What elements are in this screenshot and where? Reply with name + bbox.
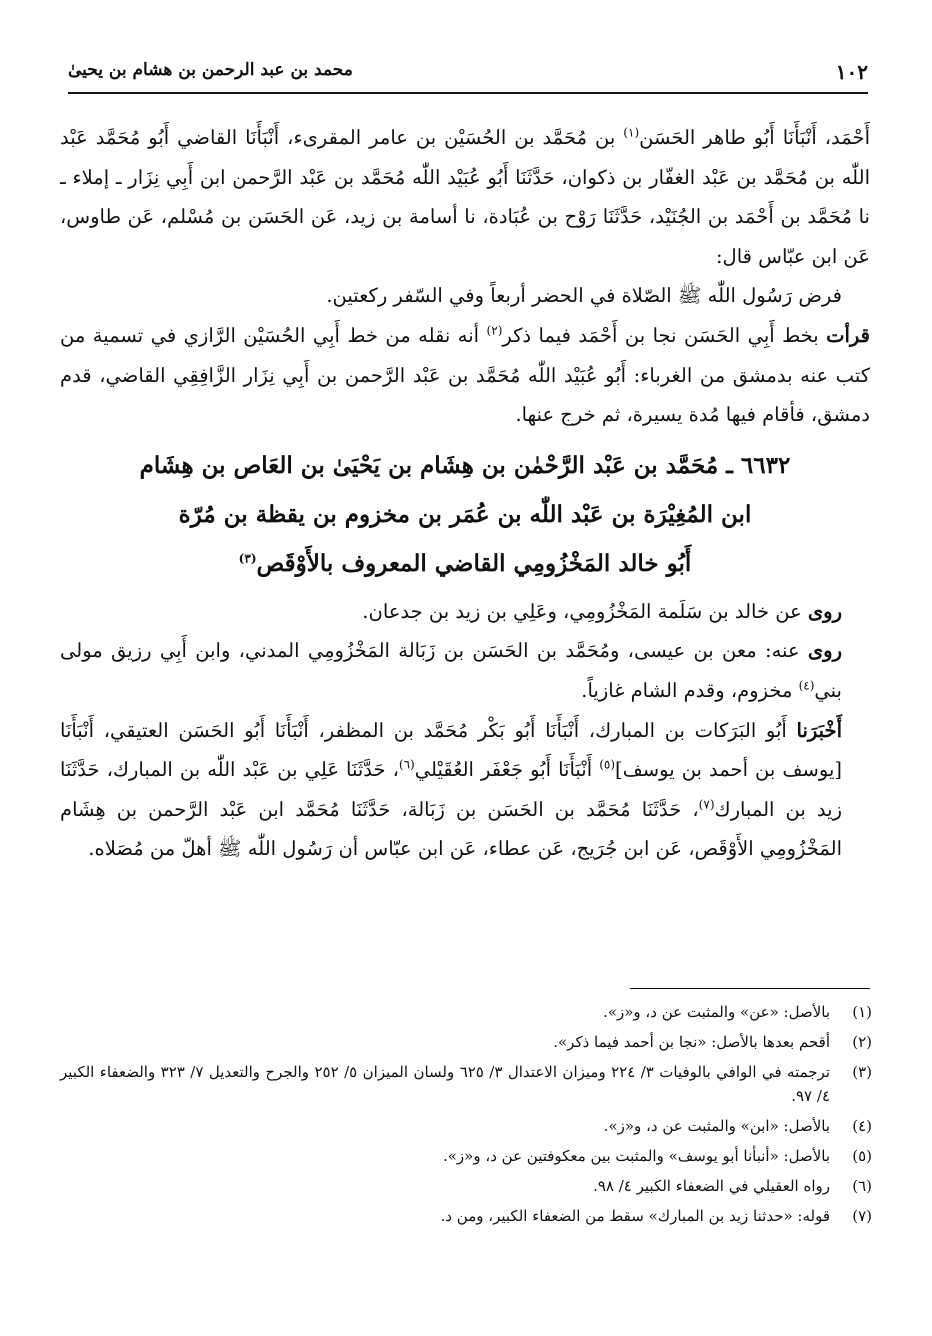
entry-title [60, 441, 870, 588]
lead-word: روى [807, 599, 842, 623]
footnote-ref: (٤) [798, 678, 815, 693]
footnote-text: بالأصل: «أنبأنا أبو يوسف» والمثبت بين معكوفتين عن د، و«ز». [442, 1147, 830, 1165]
text-segment: ، حَدَّثَنَا مُحَمَّد بن الحَسَن بن زَبَالة، حَدَّثَنَا مُحَمَّد ابن عَبْد الرَّحمن بن هِشَام المَخْزُومِي الأَوْقَص، عَن ابن جُرَيج، عَن عطاء، عَن ابن عبّاس أن رَسُول اللّٰه ﷺ أهلّ من مُصَلاه. [60, 797, 842, 861]
footnote-number: (٦) [852, 1177, 872, 1195]
footnote-ref: (٧) [698, 797, 715, 812]
running-head: محمد بن عبد الرحمن بن هشام بن يحيىٰ [68, 60, 353, 80]
paragraph-isnad-1 [60, 118, 870, 276]
footnote-ref: (٣) [238, 551, 257, 566]
footnote-text: قوله: «حدثنا زيد بن المبارك» سقط من الضعفاء الكبير، ومن د. [440, 1207, 830, 1225]
lead-word: أَخْبَرَنا [796, 718, 842, 742]
text-segment: أَبُو البَرَكات بن المبارك، أَنْبَأَنَا أَبُو بَكْر مُحَمَّد بن المظفر، أَنْبَأَنَا أَبُو الحَسَن العتيقي، أَنْبَأَنَا [يوسف بن أحمد بن يوسف] [60, 718, 842, 782]
text-segment: أنه نقله من خط أَبِي الحُسَيْن الرَّازي في تسمية من كتب عنه بدمشق من الغرباء: أَبُو عُبَيْد اللّٰه مُحَمَّد بن عَبْد الرَّحمن بن أَبِي نِزَار الزَّافِقِي القاضي، قدم دمشق، فأقام فيها مُدة يسيرة، ثم خرج عنها. [60, 323, 870, 427]
text-segment: أَحْمَد، أَنْبَأَنَا أَبُو طاهر الحَسَن [639, 126, 871, 149]
entry-title-line-2: ابن المُغِيْرَة بن عَبْد اللّٰه بن عُمَر بن مخزوم بن يقظة بن مُرّة [178, 500, 752, 528]
main-text [60, 118, 870, 869]
text-segment: أَنْبَأَنَا أَبُو جَعْفَر العُقَيْلي [414, 758, 600, 782]
paragraph-hadith-1: فرض رَسُول اللّٰه ﷺ الصّلاة في الحضر أربعاً وفي السّفر ركعتين. [326, 284, 842, 308]
footnote-number: (٢) [852, 1033, 872, 1051]
footnote [60, 1000, 872, 1024]
footnote-text: رواه العقيلي في الضعفاء الكبير ٤/ ٩٨. [593, 1177, 830, 1195]
footnote-text: ترجمته في الوافي بالوفيات ٣/ ٢٢٤ وميزان الاعتدال ٣/ ٦٢٥ ولسان الميزان ٥/ ٢٥٢ والجرح والتعديل ٧/ ٣٢٣ والضعفاء الكبير ٤/ ٩٧. [60, 1063, 831, 1105]
footnote-number: (٧) [852, 1207, 872, 1225]
footnote-number: (٣) [852, 1063, 872, 1081]
entry-title-line-3 [60, 539, 870, 588]
text-segment: مخزوم، وقدم الشام غازياً. [581, 678, 799, 702]
lead-word: روى [807, 639, 842, 663]
footnote [60, 1204, 872, 1228]
footnote-number: (١) [852, 1003, 872, 1021]
text-segment: أَبُو خالد المَخْزُومِي القاضي المعروف بالأَوْقَص [256, 549, 692, 577]
footnote [60, 1060, 872, 1108]
paragraph-akhbarana [60, 711, 870, 869]
footnote-ref: (٢) [486, 323, 503, 338]
entry-title-line-1: ٦٦٣٢ ـ مُحَمَّد بن عَبْد الرَّحْمٰن بن هِشَام بن يَحْيَىٰ بن العَاص بن هِشَام [139, 451, 791, 479]
footnote-ref: (٥) [599, 757, 616, 772]
paragraph-qara-tu [60, 316, 870, 435]
text-segment: عنه: معن بن عيسى، ومُحَمَّد بن الحَسَن بن زَبَالة المَخْزُومِي المدني، وابن أَبِي رزيق مولى بني [60, 639, 842, 702]
footnotes [60, 994, 872, 1228]
footnote-number: (٤) [852, 1117, 872, 1135]
paragraph-rawa-anhu [60, 631, 870, 710]
footnote-ref: (١) [623, 125, 640, 140]
lead-word: قرأت [826, 323, 870, 347]
text-segment: بن مُحَمَّد بن الحُسَيْن بن عامر المقرىء، أَنْبَأَنَا القاضي أَبُو مُحَمَّد عَبْد اللّٰه بن مُحَمَّد بن عَبْد الغفّار بن ذكوان، حَدَّثَنَا أَبُو عُبَيْد اللّٰه مُحَمَّد بن عَبْد الرَّحمن ابن أَبِي نِزَار ـ إملاء ـ نا مُحَمَّد بن أَحْمَد بن الجُنَيْد، حَدَّثَنَا رَوْح بن عُبَادة، نا أسامة بن زيد، عَن الحَسَن بن مُسْلم، عَن طاوس، عَن ابن عبّاس قال: [60, 126, 870, 268]
footnote-text: بالأصل: «عن» والمثبت عن د، و«ز». [603, 1003, 830, 1021]
page-header [68, 52, 868, 94]
footnote-divider [630, 988, 870, 989]
text-segment: بخط أَبِي الحَسَن نجا بن أَحْمَد فيما ذكر [502, 323, 827, 347]
text-segment: ، حَدَّثَنَا عَلِي بن عَبْد اللّٰه بن المبارك، حَدَّثَنَا زيد بن المبارك [60, 758, 842, 821]
footnote-text: بالأصل: «ابن» والمثبت عن د، و«ز». [603, 1117, 830, 1135]
footnote-ref: (٦) [398, 757, 415, 772]
footnote-number: (٥) [852, 1147, 872, 1165]
footnote [60, 1174, 872, 1198]
page-number: ١٠٢ [835, 60, 868, 84]
text-segment: عن خالد بن سَلَمة المَخْزُومِي، وعَلِي بن زيد بن جدعان. [362, 599, 808, 623]
footnote [60, 1144, 872, 1168]
footnote-text: أقحم بعدها بالأصل: «نجا بن أحمد فيما ذكر». [553, 1033, 830, 1051]
footnote [60, 1114, 872, 1138]
footnote [60, 1030, 872, 1054]
paragraph-rawa-an [60, 592, 870, 632]
